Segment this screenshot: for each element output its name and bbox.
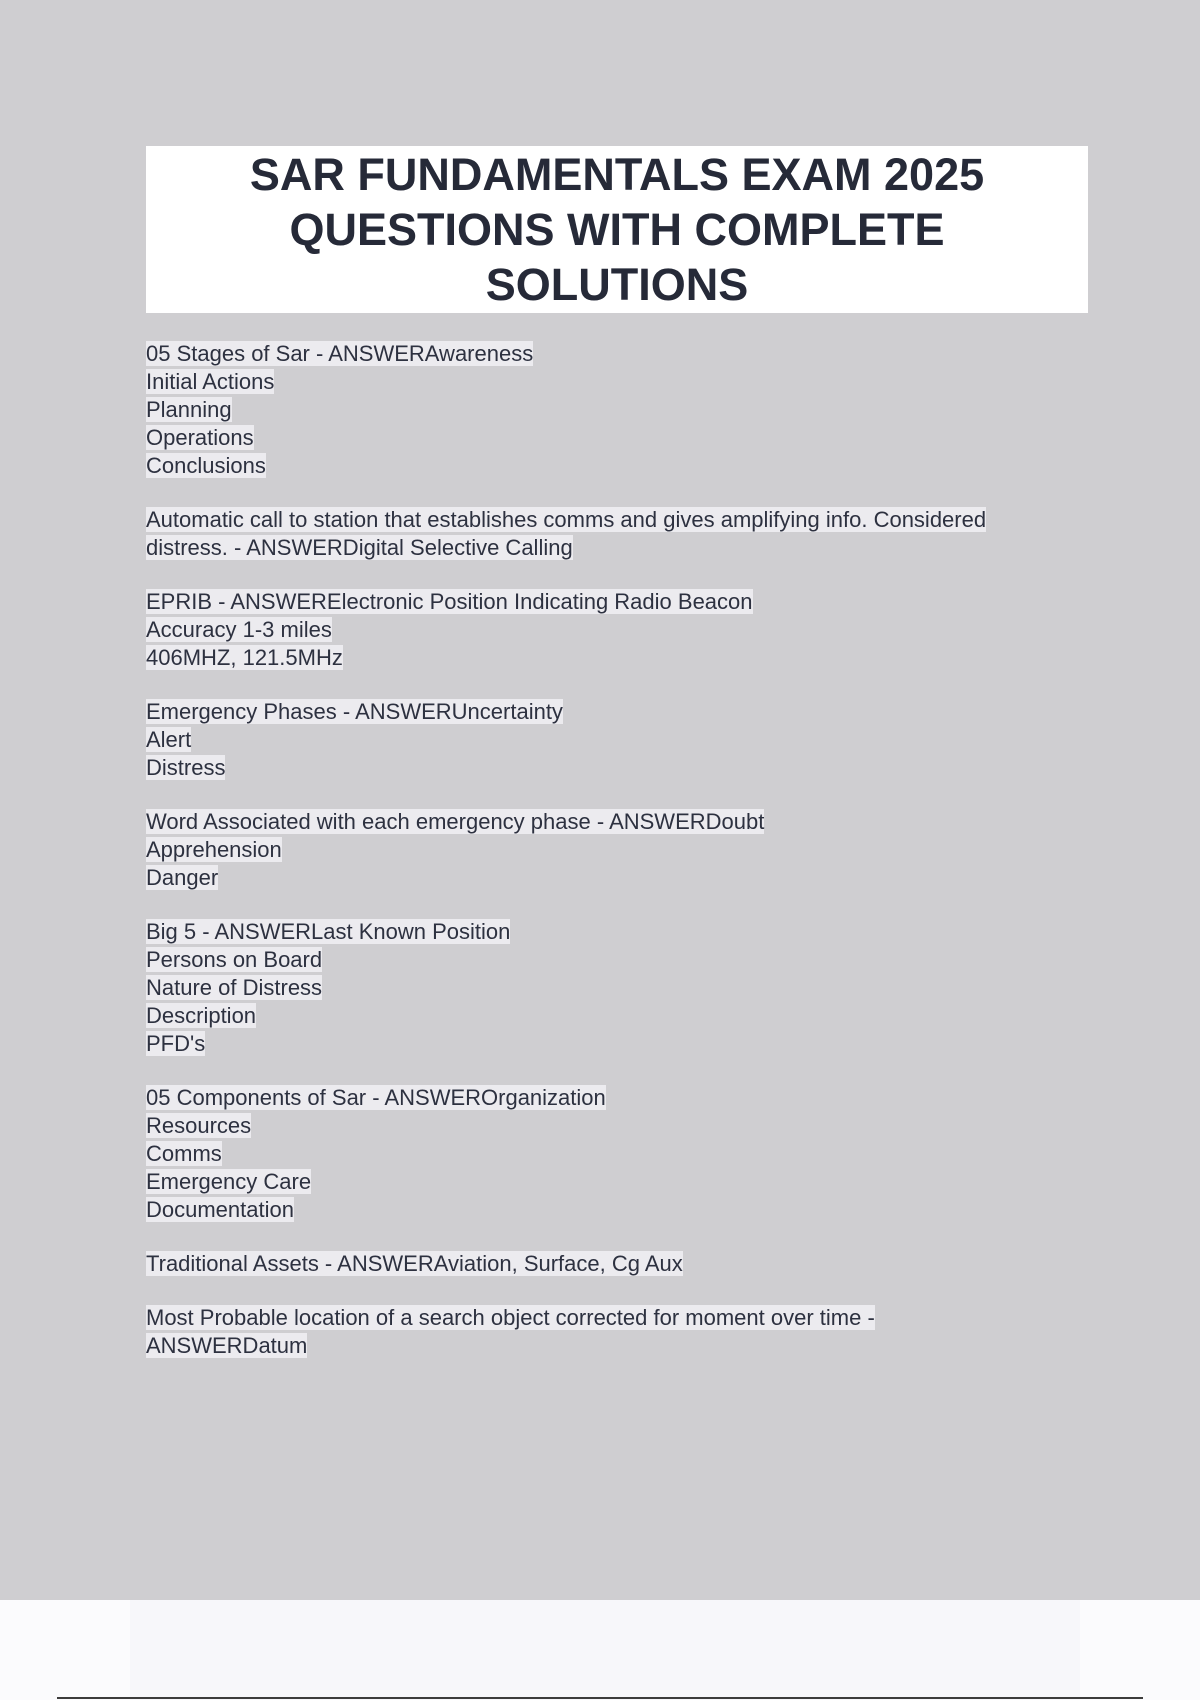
qa-entry	[146, 1084, 1086, 1224]
qa-line: Most Probable location of a search object corrected for moment over time -	[146, 1305, 875, 1330]
qa-line: Traditional Assets - ANSWERAviation, Surface, Cg Aux	[146, 1251, 683, 1276]
qa-line: 05 Components of Sar - ANSWEROrganization	[146, 1085, 606, 1110]
qa-line: Resources	[146, 1113, 252, 1138]
qa-line: Documentation	[146, 1197, 294, 1222]
qa-line: PFD's	[146, 1031, 206, 1056]
qa-line: Persons on Board	[146, 947, 323, 972]
qa-entry	[146, 506, 1086, 562]
qa-line: Nature of Distress	[146, 975, 323, 1000]
qa-line: Initial Actions	[146, 369, 275, 394]
qa-line: 406MHZ, 121.5MHz	[146, 645, 343, 670]
qa-entry	[146, 808, 1086, 892]
page-divider	[57, 1697, 1143, 1699]
qa-line: Alert	[146, 727, 192, 752]
qa-line: EPRIB - ANSWERElectronic Position Indicating Radio Beacon	[146, 589, 753, 614]
qa-line: Accuracy 1-3 miles	[146, 617, 332, 642]
qa-line: Automatic call to station that establishes comms and gives amplifying info. Considered	[146, 507, 987, 532]
document-title-line-2: QUESTIONS WITH COMPLETE	[289, 204, 945, 255]
qa-content	[146, 340, 1086, 1386]
qa-line: Conclusions	[146, 453, 266, 478]
qa-entry	[146, 1304, 1086, 1360]
qa-line: Comms	[146, 1141, 222, 1166]
qa-line: 05 Stages of Sar - ANSWERAwareness	[146, 341, 534, 366]
qa-line: Big 5 - ANSWERLast Known Position	[146, 919, 511, 944]
qa-line: Emergency Care	[146, 1169, 312, 1194]
qa-line: Apprehension	[146, 837, 282, 862]
qa-line: Danger	[146, 865, 219, 890]
qa-line: Operations	[146, 425, 254, 450]
document-title-line-1: SAR FUNDAMENTALS EXAM 2025	[249, 149, 985, 200]
qa-entry	[146, 918, 1086, 1058]
next-page-preview	[130, 1600, 1080, 1700]
qa-line: Word Associated with each emergency phase - ANSWERDoubt	[146, 809, 765, 834]
qa-entry	[146, 698, 1086, 782]
title-box	[146, 146, 1088, 313]
document-title-line-3: SOLUTIONS	[485, 259, 749, 310]
qa-line: ANSWERDatum	[146, 1333, 308, 1358]
qa-line: distress. - ANSWERDigital Selective Calling	[146, 535, 573, 560]
qa-line: Description	[146, 1003, 257, 1028]
qa-entry	[146, 588, 1086, 672]
qa-entry	[146, 1250, 1086, 1278]
qa-line: Planning	[146, 397, 232, 422]
qa-line: Distress	[146, 755, 226, 780]
qa-line: Emergency Phases - ANSWERUncertainty	[146, 699, 563, 724]
qa-entry	[146, 340, 1086, 480]
